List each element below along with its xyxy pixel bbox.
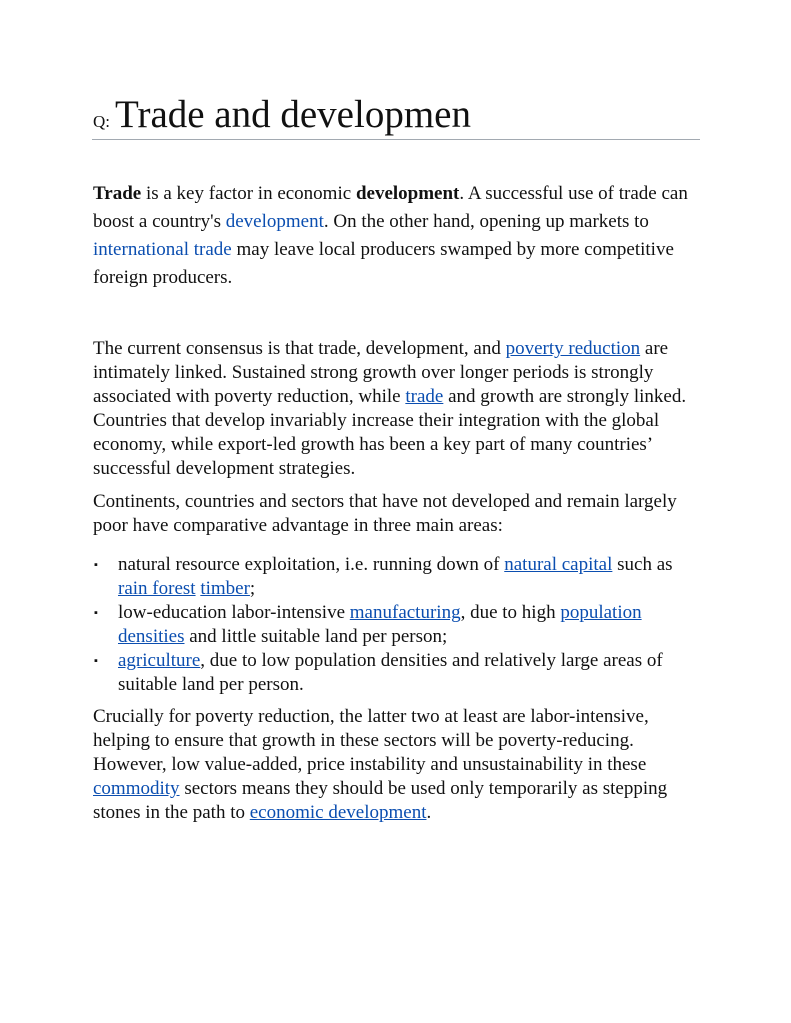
advantage-list (93, 553, 705, 697)
bullet-icon: ▪ (94, 655, 98, 667)
page-heading (93, 92, 699, 137)
link-population-densities[interactable]: population densities (118, 602, 642, 647)
term-trade: Trade (93, 183, 142, 204)
list-item: ▪ natural resource exploitation, i.e. running down of natural capital such as rain forest timber; (94, 554, 673, 599)
list-item: ▪ agriculture, due to low population densities and relatively large areas of suitable land per person. (94, 650, 663, 695)
link-manufacturing[interactable]: manufacturing (349, 602, 461, 623)
heading-divider (92, 139, 700, 140)
continents-paragraph: Continents, countries and sectors that have not developed and remain largely poor have comparative advantage in three main areas: (93, 491, 677, 536)
link-commodity[interactable]: commodity (93, 778, 180, 799)
link-natural-capital[interactable]: natural capital (504, 554, 613, 575)
crucially-paragraph: Crucially for poverty reduction, the latter two at least are labor-intensive, helping to ensure that growth in these sectors will be poverty-reducing. However, low value-added, price instability and unsustainability in these commodity sectors means they should be used only temporarily as stepping stones in the path to economic development. (93, 706, 668, 823)
link-poverty-reduction[interactable]: poverty reduction (505, 338, 641, 359)
link-economic-development[interactable]: economic development (249, 802, 427, 823)
link-agriculture[interactable]: agriculture (118, 650, 201, 671)
bullet-icon: ▪ (94, 607, 98, 619)
list-item: ▪ low-education labor-intensive manufacturing, due to high population densities and little suitable land per person; (94, 602, 642, 647)
link-international-trade[interactable]: international trade (93, 239, 232, 260)
question-prefix: Q: (93, 112, 110, 131)
intro-paragraph: Trade is a key factor in economic development. A successful use of trade can boost a country's development. On the other hand, opening up markets to international trade may leave local producers swamped by more competitive foreign producers. (93, 183, 688, 288)
article-body (93, 337, 705, 825)
page-title: Trade and developmen (115, 93, 471, 136)
consensus-paragraph: The current consensus is that trade, development, and poverty reduction are intimately linked. Sustained strong growth over longer periods is strongly associated with poverty reduction, while trade and growth are strongly linked. Countries that develop invariably increase their integration with the global economy, while export-led growth has been a key part of many countries’ successful development strategies. (93, 338, 687, 479)
link-rain-forest[interactable]: rain forest (118, 578, 196, 599)
link-trade[interactable]: trade (405, 386, 444, 407)
link-timber[interactable]: timber (200, 578, 250, 599)
link-development[interactable]: development (225, 211, 324, 232)
term-development: development (355, 183, 460, 204)
bullet-icon: ▪ (94, 559, 98, 571)
